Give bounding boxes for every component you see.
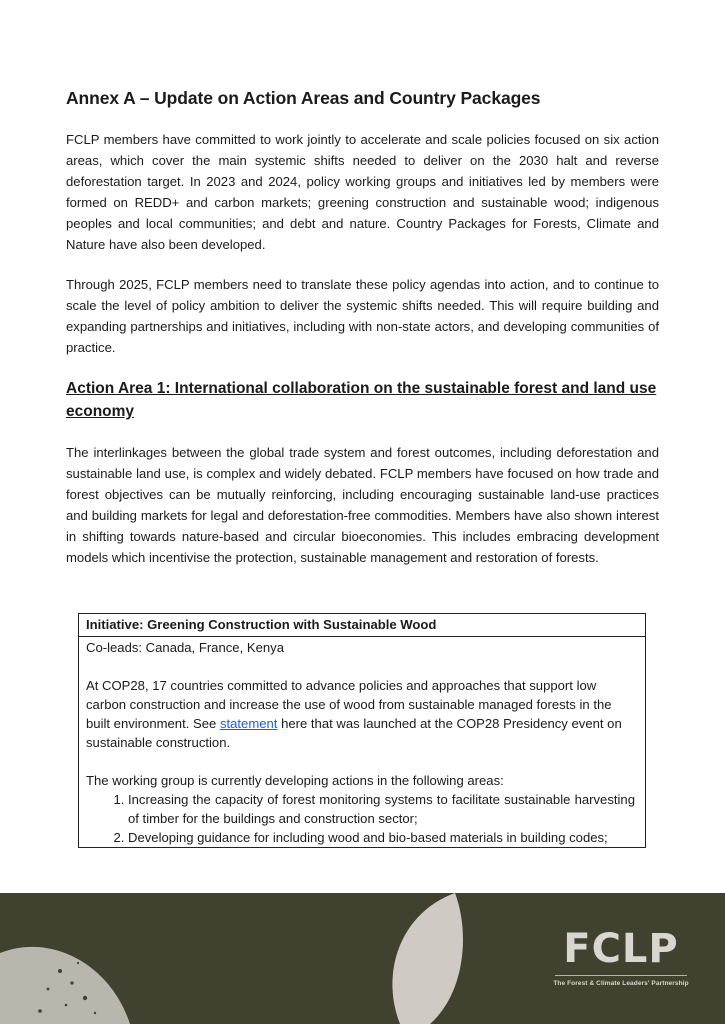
- initiative-list-intro: The working group is currently developing actions in the following areas:: [86, 773, 504, 788]
- initiative-action-list: [86, 790, 637, 847]
- fclp-logo: [551, 927, 691, 987]
- statement-link[interactable]: statement: [219, 716, 278, 731]
- initiative-coleads: Co-leads: Canada, France, Kenya: [86, 640, 284, 655]
- action-area-paragraph: The interlinkages between the global trade system and forest outcomes, including deforestation and sustainable land use, is complex and widely debated. FCLP members have focused on how trade and forest objectives can be mutually reinforcing, including encouraging sustainable land-use practices and building markets for legal and deforestation-free commodities. Members have also shown interest in shifting towards nature-based and circular bioeconomies. This includes embracing development models which incentivise the protection, sustainable management and restoration of forests.: [66, 445, 659, 565]
- logo-divider: [555, 975, 687, 976]
- initiative-text-before-link: At COP28, 17 countries committed to advance policies and approaches that support low carbon construction and increase the use of wood from sustainable managed forests in the built environment. See: [86, 678, 612, 731]
- intro-paragraph-2: Through 2025, FCLP members need to translate these policy agendas into action, and to continue to scale the level of policy ambition to deliver the systemic shifts needed. This will require building and expanding partnerships and initiatives, including with non-state actors, and developing communities of practice.: [66, 277, 659, 355]
- initiative-body: [79, 637, 645, 847]
- leaf-shape: [392, 893, 463, 1024]
- initiative-title: Initiative: Greening Construction with Sustainable Wood: [79, 614, 645, 637]
- list-item: 2. Developing guidance for including wood and bio-based materials in building codes;: [128, 828, 637, 847]
- initiative-box: [78, 613, 646, 848]
- leaf-shape: [0, 947, 130, 1024]
- page-content: [66, 88, 659, 587]
- logo-text: FCLP: [563, 926, 679, 972]
- list-item: 1. Increasing the capacity of forest monitoring systems to facilitate sustainable harvesting of timber for the buildings and construction sector;: [128, 790, 637, 828]
- footer-band: [0, 893, 725, 1024]
- page-title: Annex A – Update on Action Areas and Country Packages: [66, 88, 541, 108]
- logo-tagline: The Forest & Climate Leaders' Partnership: [553, 980, 689, 987]
- intro-paragraph-1: FCLP members have committed to work jointly to accelerate and scale policies focused on six action areas, which cover the main systemic shifts needed to deliver on the 2030 halt and reverse deforestation target. In 2023 and 2024, policy working groups and initiatives led by members were formed on REDD+ and carbon markets; greening construction and sustainable wood; indigenous peoples and local communities; and debt and nature. Country Packages for Forests, Climate and Nature have also been developed.: [66, 132, 659, 252]
- initiative-paragraph: [86, 676, 637, 752]
- initiative-text-after-link: here that was launched at the COP28 Presidency event on sustainable construction.: [86, 716, 622, 750]
- action-area-heading: Action Area 1: International collaboration on the sustainable forest and land use economy: [66, 380, 657, 420]
